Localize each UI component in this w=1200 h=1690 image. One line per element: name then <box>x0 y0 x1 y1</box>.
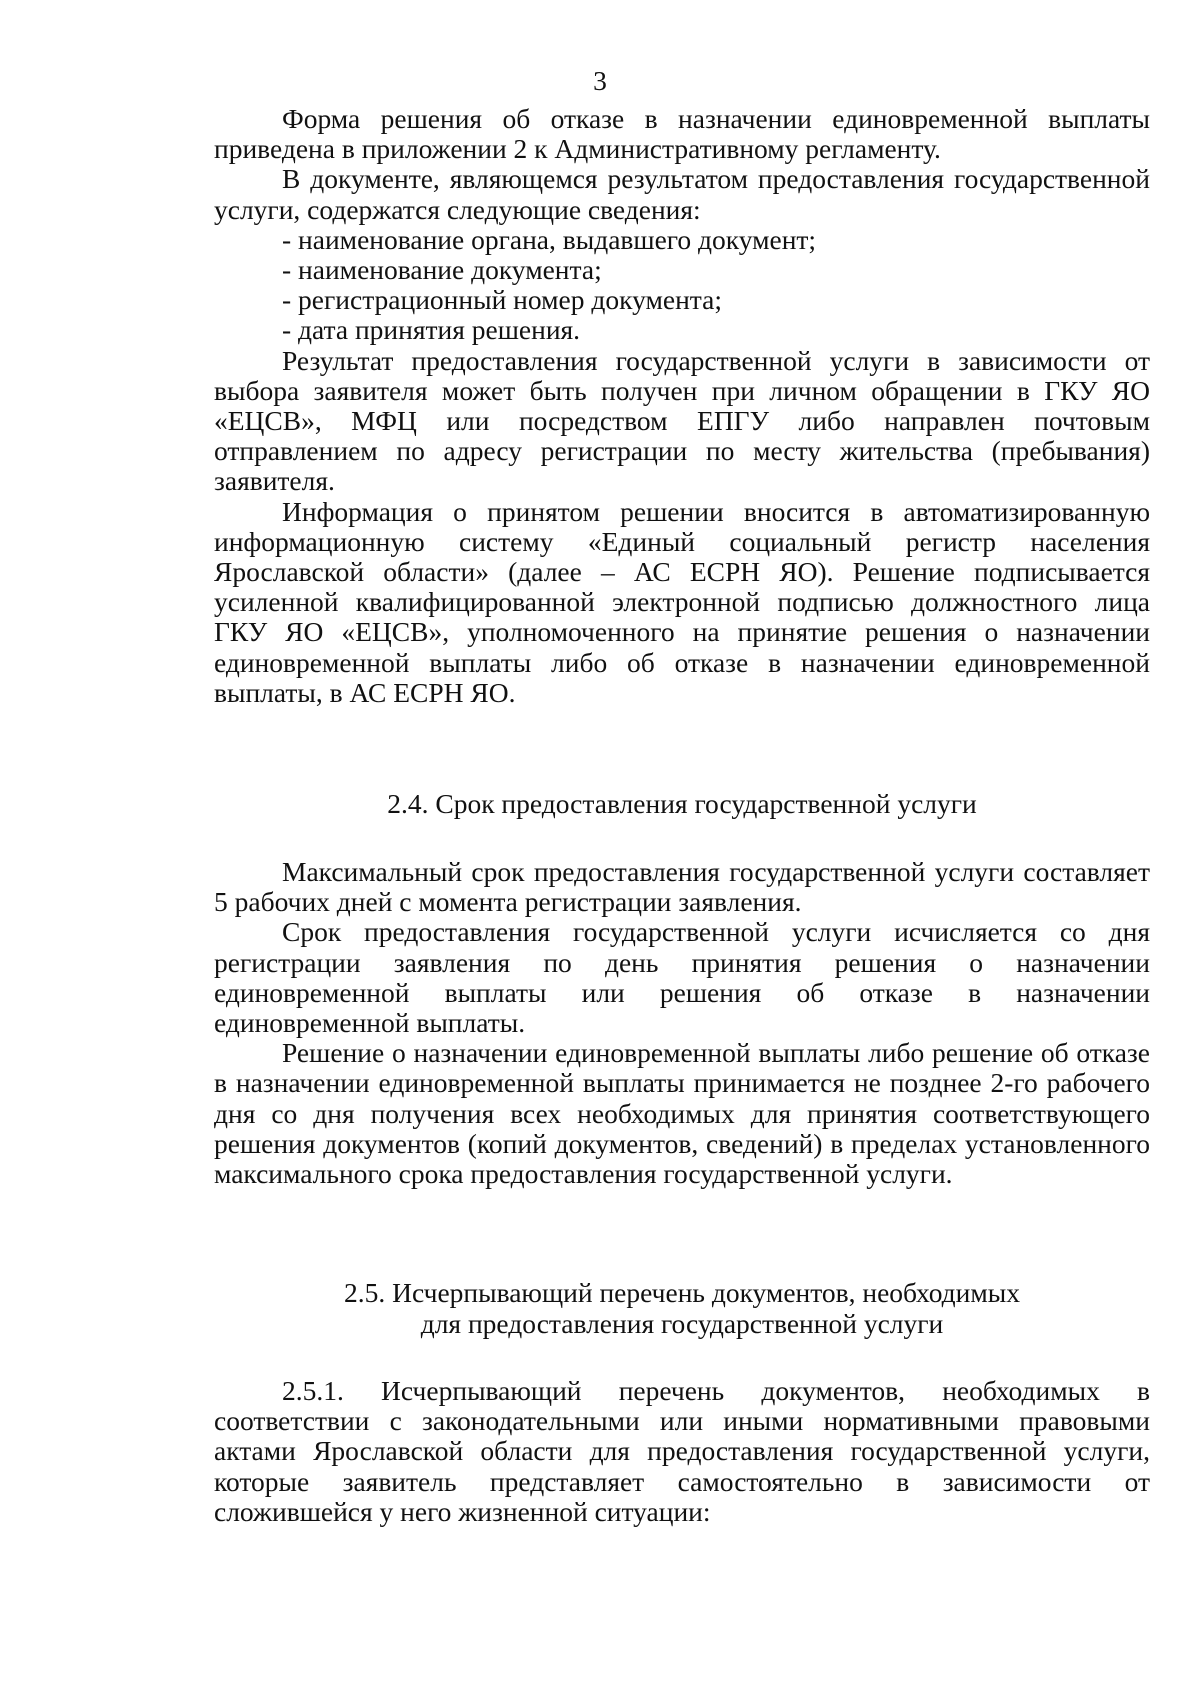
paragraph-decision-deadline: Решение о назначении единовременной выплаты либо решение об отказе в назначении единовременной выплаты принимается не позднее 2-го рабочего дня со дня получения всех необходимых для принятия соответствующего решения документов (копий документов, сведений) в пределах установленного максимального срока предоставления государственной услуги. <box>214 1037 1150 1190</box>
paragraph-refusal-form: Форма решения об отказе в назначении единовременной выплаты приведена в приложении 2 к Административному регламенту. <box>214 103 1150 165</box>
paragraph-max-term: Максимальный срок предоставления государственной услуги составляет 5 рабочих дней с момента регистрации заявления. <box>214 856 1150 918</box>
paragraph-documents-list-intro: 2.5.1. Исчерпывающий перечень документов, необходимых в соответствии с законодательными или иными нормативными правовыми актами Ярославской области для предоставления государственной услуги, которые заявитель представляет самостоятельно в зависимости от сложившейся у него жизненной ситуации: <box>214 1375 1150 1527</box>
paragraph-decision-info: Информация о принятом решении вносится в автоматизированную информационную систему «Единый социальный регистр населения Ярославской области» (далее – АС ЕСРН ЯО). Решение подписывается усиленной квалифицированной электронной подписью должностного лица ГКУ ЯО «ЕЦСВ», уполномоченного на принятие решения о назначении единовременной выплаты либо об отказе в назначении единовременной выплаты, в АС ЕСРН ЯО. <box>214 495 1150 708</box>
list-item: - наименование органа, выдавшего документ; <box>282 223 817 255</box>
result-document-block <box>214 104 1150 708</box>
section-2-4-body <box>214 857 1150 1189</box>
section-heading-2-4: 2.4. Срок предоставления государственной услуги <box>387 788 977 819</box>
page-number: 3 <box>593 65 607 96</box>
section-heading-line: 2.5. Исчерпывающий перечень документов, необходимых <box>343 1277 1021 1308</box>
section-heading-2-5 <box>214 1277 1150 1339</box>
paragraph-document-contents: В документе, являющемся результатом предоставления государственной услуги, содержатся следующие сведения: <box>214 163 1150 225</box>
list-item: - регистрационный номер документа; <box>282 284 722 316</box>
list-item: - дата принятия решения. <box>282 314 581 346</box>
paragraph-result-delivery: Результат предоставления государственной услуги в зависимости от выбора заявителя может быть получен при личном обращении в ГКУ ЯО «ЕЦСВ», МФЦ или посредством ЕПГУ либо направлен почтовым отправлением по адресу регистрации по месту жительства (пребывания) заявителя. <box>214 344 1150 497</box>
section-2-5-body <box>214 1376 1150 1527</box>
section-heading-line: для предоставления государственной услуги <box>420 1308 944 1339</box>
list-item: - наименование документа; <box>282 254 602 286</box>
paragraph-term-calculation: Срок предоставления государственной услуги исчисляется со дня регистрации заявления по день принятия решения о назначении единовременной выплаты или решения об отказе в назначении единовременной выплаты. <box>214 916 1150 1039</box>
